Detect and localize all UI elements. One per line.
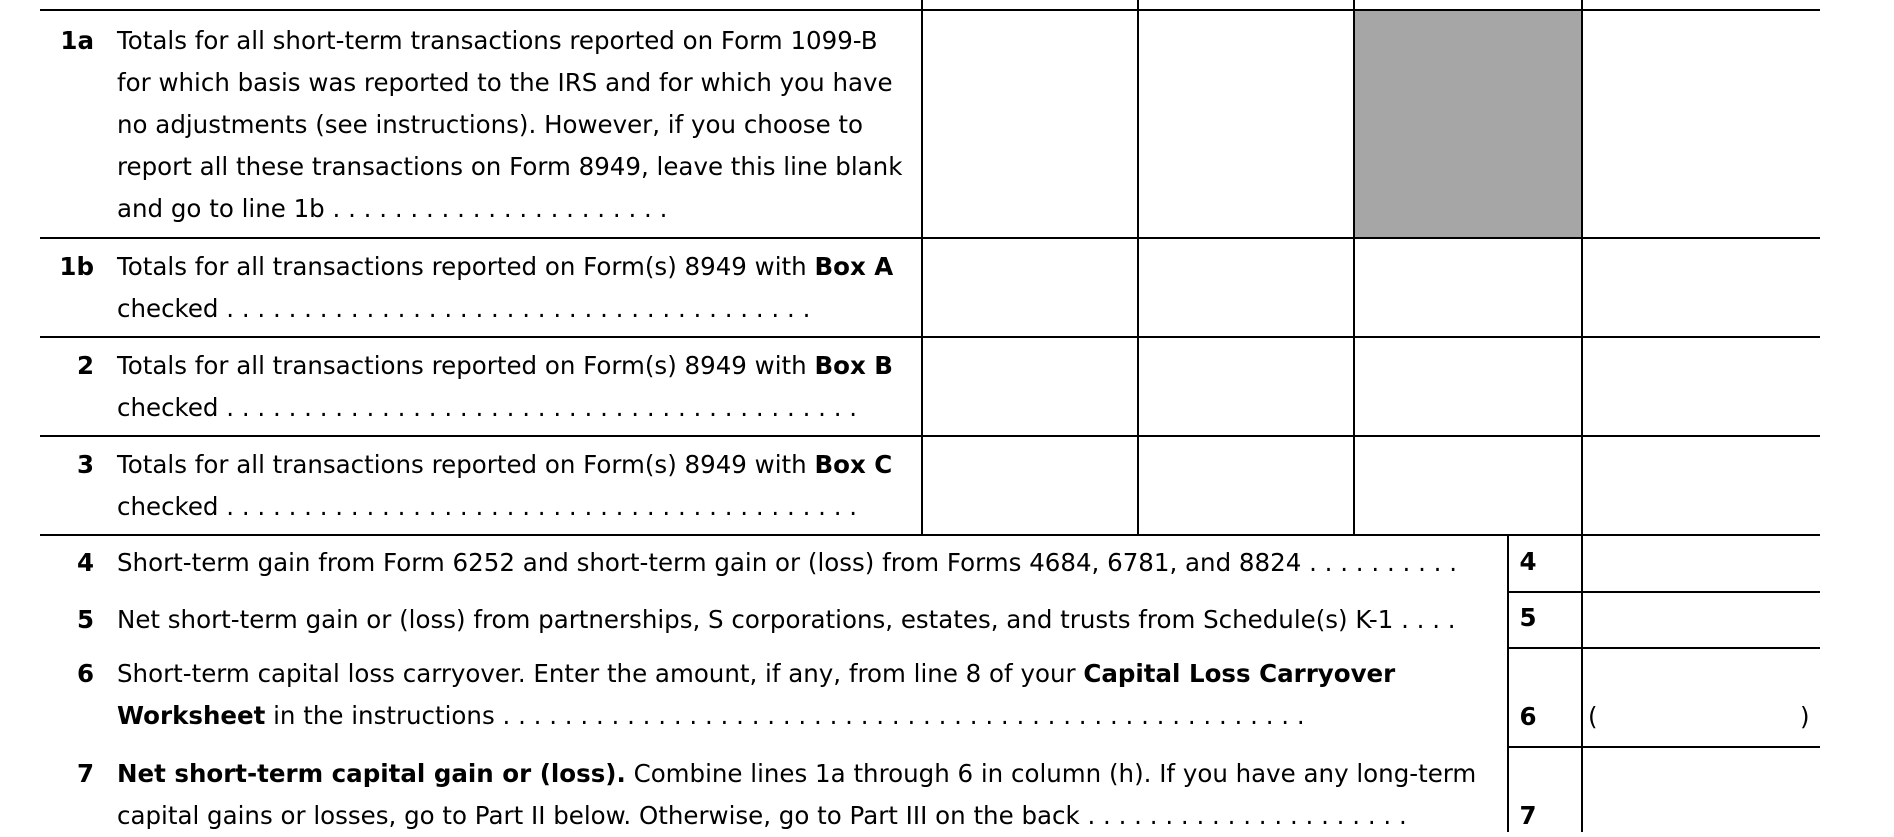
amount-1a-e[interactable]	[1139, 11, 1353, 237]
line-7-title: Net short-term capital gain or (loss).	[117, 759, 626, 788]
amount-3-d[interactable]	[923, 437, 1137, 534]
line-1a-text-1: Totals for all short-term transactions reported on Form 1099-B	[117, 26, 878, 55]
line-4-text: Short-term gain from Form 6252 and short-term gain or (loss) from Forms 4684, 6781, and 8824 . . . . . . . . . .	[117, 548, 1458, 577]
amount-3-g[interactable]	[1355, 437, 1581, 534]
line-2-box-label: Box B	[814, 351, 893, 380]
line-number-2: 2	[76, 351, 94, 380]
line-3-text	[117, 444, 892, 528]
line-3-text-2: checked . . . . . . . . . . . . . . . . . . . . . . . . . . . . . . . . . . . . . . . . .	[117, 492, 858, 521]
amount-3-h[interactable]	[1583, 437, 1820, 534]
amount-2-h[interactable]	[1583, 338, 1820, 435]
line-number-4: 4	[76, 548, 94, 577]
line-1a-text-5: and go to line 1b . . . . . . . . . . . . . . . . . . . . . .	[117, 194, 668, 223]
amount-5-h[interactable]	[1583, 593, 1820, 647]
line-5-text: Net short-term gain or (loss) from partnerships, S corporations, estates, and trusts from Schedule(s) K-1 . . . .	[117, 605, 1456, 634]
box-number-7: 7	[1519, 801, 1537, 830]
amount-1b-e[interactable]	[1139, 239, 1353, 336]
line-1b-text-2: checked . . . . . . . . . . . . . . . . . . . . . . . . . . . . . . . . . . . . . .	[117, 294, 811, 323]
shaded-cell-1a-g	[1355, 11, 1581, 237]
line-1a-text-3: no adjustments (see instructions). However, if you choose to	[117, 110, 864, 139]
amount-2-d[interactable]	[923, 338, 1137, 435]
amount-1a-d[interactable]	[923, 11, 1137, 237]
line-number-1a: 1a	[60, 26, 94, 55]
line-6-text-2: in the instructions . . . . . . . . . . . . . . . . . . . . . . . . . . . . . . . . . . . . . . . . . . . . . . . . . . . .	[265, 701, 1305, 730]
line-7-text-2: capital gains or losses, go to Part II below. Otherwise, go to Part III on the back . . . . . . . . . . . . . . . . . . . . .	[117, 801, 1407, 830]
line-3-text-1: Totals for all transactions reported on Form(s) 8949 with	[117, 450, 815, 479]
line-number-7: 7	[76, 759, 94, 788]
box-number-4: 4	[1519, 547, 1537, 576]
amount-3-e[interactable]	[1139, 437, 1353, 534]
rule-3-bottom	[40, 534, 1820, 536]
line-1a-text-2: for which basis was reported to the IRS and for which you have	[117, 68, 893, 97]
line-7-text-1: Combine lines 1a through 6 in column (h). If you have any long-term	[625, 759, 1477, 788]
box-number-6: 6	[1519, 702, 1537, 731]
line-number-6: 6	[76, 659, 94, 688]
paren-open: (	[1588, 702, 1598, 731]
line-3-box-label: Box C	[814, 450, 893, 479]
line-2-text-1: Totals for all transactions reported on Form(s) 8949 with	[117, 351, 815, 380]
line-6-worksheet-word: Worksheet	[117, 701, 266, 730]
amount-7-h[interactable]	[1583, 748, 1820, 832]
box-number-5: 5	[1519, 603, 1537, 632]
line-7-text	[117, 753, 1476, 837]
amount-2-e[interactable]	[1139, 338, 1353, 435]
line-1a-text	[117, 20, 902, 230]
amount-1b-d[interactable]	[923, 239, 1137, 336]
paren-close: )	[1800, 702, 1810, 731]
line-1b-text	[117, 246, 893, 330]
line-6-text-1: Short-term capital loss carryover. Enter the amount, if any, from line 8 of your	[117, 659, 1084, 688]
amount-1b-h[interactable]	[1583, 239, 1820, 336]
line-number-5: 5	[76, 605, 94, 634]
line-2-text-2: checked . . . . . . . . . . . . . . . . . . . . . . . . . . . . . . . . . . . . . . . . .	[117, 393, 858, 422]
line-number-3: 3	[76, 450, 94, 479]
line-1b-box-label: Box A	[814, 252, 894, 281]
amount-2-g[interactable]	[1355, 338, 1581, 435]
line-number-1b: 1b	[59, 252, 94, 281]
line-1a-text-4: report all these transactions on Form 8949, leave this line blank	[117, 152, 903, 181]
amount-1b-g[interactable]	[1355, 239, 1581, 336]
line-2-text	[117, 345, 893, 429]
line-1b-text-1: Totals for all transactions reported on Form(s) 8949 with	[117, 252, 815, 281]
amount-4-h[interactable]	[1583, 536, 1820, 591]
line-6-text	[117, 653, 1395, 737]
amount-1a-h[interactable]	[1583, 11, 1820, 237]
line-6-worksheet-name: Capital Loss Carryover	[1083, 659, 1396, 688]
amount-6-h[interactable]	[1583, 649, 1820, 746]
